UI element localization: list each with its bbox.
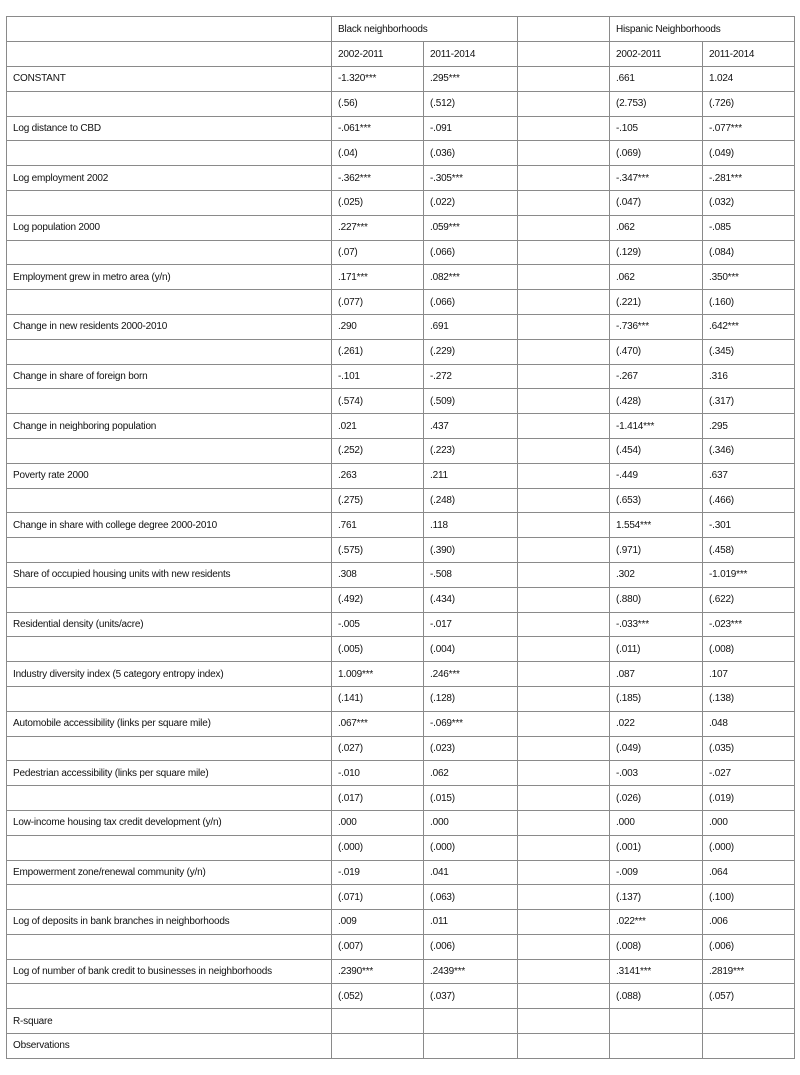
hispanic-2002-2011-cell: (.971) <box>610 538 703 563</box>
hispanic-2002-2011-cell: (.137) <box>610 885 703 910</box>
black-2002-2011-cell <box>332 1009 424 1034</box>
variable-label-cell: Change in share of foreign born <box>7 364 332 389</box>
variable-label-cell: Change in share with college degree 2000-2010 <box>7 513 332 538</box>
black-2002-2011-cell: (.141) <box>332 686 424 711</box>
black-2002-2011-cell: -.362*** <box>332 166 424 191</box>
hispanic-2002-2011-cell: (.008) <box>610 934 703 959</box>
variable-label-cell: Employment grew in metro area (y/n) <box>7 265 332 290</box>
spacer-cell <box>518 860 610 885</box>
hispanic-2002-2011-cell: .062 <box>610 265 703 290</box>
black-2002-2011-cell: (.492) <box>332 587 424 612</box>
hispanic-2011-2014-cell: (.000) <box>703 835 795 860</box>
black-2011-2014-cell: (.509) <box>424 389 518 414</box>
hispanic-2011-2014-cell: (.049) <box>703 141 795 166</box>
black-2011-2014-cell: (.223) <box>424 438 518 463</box>
black-2002-2011-cell: .227*** <box>332 215 424 240</box>
black-2011-2014-cell: (.006) <box>424 934 518 959</box>
spacer-cell <box>518 290 610 315</box>
black-2011-2014-cell: (.063) <box>424 885 518 910</box>
spacer-cell <box>518 959 610 984</box>
spacer-cell <box>518 835 610 860</box>
variable-label-cell <box>7 587 332 612</box>
variable-label-cell: Residential density (units/acre) <box>7 612 332 637</box>
spacer-cell <box>518 215 610 240</box>
hispanic-2011-2014-cell: .006 <box>703 910 795 935</box>
black-2011-2014-cell <box>424 1034 518 1059</box>
hispanic-2011-2014-cell: (.160) <box>703 290 795 315</box>
hispanic-2011-2014-cell: (.084) <box>703 240 795 265</box>
table-row <box>7 1009 795 1034</box>
black-2002-2011-cell: (.000) <box>332 835 424 860</box>
hispanic-2011-2014-cell: (.057) <box>703 984 795 1009</box>
hispanic-2011-2014-cell: (.458) <box>703 538 795 563</box>
hispanic-2002-2011-cell: .661 <box>610 67 703 92</box>
variable-label-cell: Automobile accessibility (links per square mile) <box>7 711 332 736</box>
table-row <box>7 959 795 984</box>
black-2011-2014-cell: .062 <box>424 761 518 786</box>
hispanic-2002-2011-cell: -.267 <box>610 364 703 389</box>
black-2011-2014-cell: (.000) <box>424 835 518 860</box>
table-row <box>7 562 795 587</box>
hispanic-2011-2014-cell: .642*** <box>703 314 795 339</box>
spacer-cell <box>518 736 610 761</box>
black-2002-2011-cell: .263 <box>332 463 424 488</box>
hispanic-2011-2014-cell: (.622) <box>703 587 795 612</box>
variable-label-cell <box>7 488 332 513</box>
variable-label-cell <box>7 91 332 116</box>
variable-label-cell <box>7 438 332 463</box>
variable-label-cell <box>7 389 332 414</box>
hispanic-2011-2014-cell: (.008) <box>703 637 795 662</box>
hispanic-2011-2014-cell: .295 <box>703 414 795 439</box>
variable-label-cell: Poverty rate 2000 <box>7 463 332 488</box>
hispanic-2011-2014-cell: -.281*** <box>703 166 795 191</box>
regression-table <box>6 16 795 1059</box>
black-2011-2014-cell: (.066) <box>424 290 518 315</box>
black-2011-2014-cell: (.229) <box>424 339 518 364</box>
black-2002-2011-cell: -.101 <box>332 364 424 389</box>
variable-label-cell: Log of deposits in bank branches in neighborhoods <box>7 910 332 935</box>
hispanic-2011-2014-cell: (.317) <box>703 389 795 414</box>
variable-label-cell <box>7 290 332 315</box>
spacer-cell <box>518 1034 610 1059</box>
spacer-cell <box>518 934 610 959</box>
spacer-cell <box>518 885 610 910</box>
spacer-cell <box>518 67 610 92</box>
black-2002-2011-cell: (.252) <box>332 438 424 463</box>
hispanic-2002-2011-cell: .087 <box>610 662 703 687</box>
hispanic-2002-2011-cell: (.069) <box>610 141 703 166</box>
black-2002-2011-cell: (.275) <box>332 488 424 513</box>
black-2002-2011-cell: .000 <box>332 810 424 835</box>
variable-label-cell: CONSTANT <box>7 67 332 92</box>
header-blank-cell <box>7 42 332 67</box>
table-row <box>7 835 795 860</box>
variable-label-cell: Observations <box>7 1034 332 1059</box>
hispanic-2011-2014-cell: (.100) <box>703 885 795 910</box>
variable-label-cell: Empowerment zone/renewal community (y/n) <box>7 860 332 885</box>
black-2002-2011-cell: (.005) <box>332 637 424 662</box>
black-2011-2014-cell: -.272 <box>424 364 518 389</box>
variable-label-cell <box>7 190 332 215</box>
black-neighborhoods-header: Black neighborhoods <box>332 17 518 42</box>
spacer-cell <box>518 314 610 339</box>
spacer-cell <box>518 166 610 191</box>
hispanic-2011-2014-cell: (.466) <box>703 488 795 513</box>
variable-label-cell: Log distance to CBD <box>7 116 332 141</box>
black-2011-2014-cell: (.037) <box>424 984 518 1009</box>
black-2011-2014-cell: .2439*** <box>424 959 518 984</box>
table-row <box>7 1034 795 1059</box>
table-row <box>7 240 795 265</box>
hispanic-2002-2011-cell: (.470) <box>610 339 703 364</box>
spacer-cell <box>518 562 610 587</box>
black-2002-2011-cell: 1.009*** <box>332 662 424 687</box>
black-2011-2014-cell: -.017 <box>424 612 518 637</box>
black-2011-2014-cell: (.434) <box>424 587 518 612</box>
table-row <box>7 686 795 711</box>
hispanic-2011-2014-cell: (.345) <box>703 339 795 364</box>
black-2002-2011-cell: (.027) <box>332 736 424 761</box>
black-2011-2014-cell: (.066) <box>424 240 518 265</box>
hispanic-2011-2014-cell: (.032) <box>703 190 795 215</box>
black-2011-2014-cell <box>424 1009 518 1034</box>
variable-label-cell: Log of number of bank credit to businesses in neighborhoods <box>7 959 332 984</box>
hispanic-2002-2011-cell: (.026) <box>610 786 703 811</box>
table-row <box>7 389 795 414</box>
hispanic-2002-2011-cell: (.454) <box>610 438 703 463</box>
black-2002-2011-cell: .290 <box>332 314 424 339</box>
black-2002-2011-cell: .761 <box>332 513 424 538</box>
hispanic-2011-2014-cell: .2819*** <box>703 959 795 984</box>
table-row <box>7 414 795 439</box>
table-row <box>7 314 795 339</box>
black-2002-2011-cell: .021 <box>332 414 424 439</box>
variable-label-cell <box>7 736 332 761</box>
spacer-cell <box>518 910 610 935</box>
hispanic-neighborhoods-header: Hispanic Neighborhoods <box>610 17 795 42</box>
hispanic-2002-2011-cell: 1.554*** <box>610 513 703 538</box>
spacer-cell <box>518 711 610 736</box>
hispanic-2002-2011-cell: -1.414*** <box>610 414 703 439</box>
table-row <box>7 513 795 538</box>
table-row <box>7 166 795 191</box>
black-2011-2014-cell: .041 <box>424 860 518 885</box>
hispanic-2002-2011-cell: -.449 <box>610 463 703 488</box>
table-row <box>7 934 795 959</box>
hispanic-2002-2011-cell: (.428) <box>610 389 703 414</box>
hispanic-2002-2011-cell: (.011) <box>610 637 703 662</box>
spacer-cell <box>518 339 610 364</box>
variable-label-cell: Industry diversity index (5 category entropy index) <box>7 662 332 687</box>
variable-label-cell <box>7 885 332 910</box>
black-2002-2011-cell: (.007) <box>332 934 424 959</box>
hispanic-2011-2014-cell <box>703 1034 795 1059</box>
hispanic-2002-2011-cell: (.653) <box>610 488 703 513</box>
table-row <box>7 364 795 389</box>
black-2002-2011-cell: -1.320*** <box>332 67 424 92</box>
spacer-cell <box>518 414 610 439</box>
hispanic-2002-2011-cell: .022*** <box>610 910 703 935</box>
regression-table-container <box>6 16 795 1059</box>
table-row <box>7 463 795 488</box>
hispanic-2011-2014-cell: -.085 <box>703 215 795 240</box>
black-2002-2011-cell: .308 <box>332 562 424 587</box>
hispanic-2011-2014-cell: .316 <box>703 364 795 389</box>
variable-label-cell <box>7 786 332 811</box>
black-2011-2014-cell: -.069*** <box>424 711 518 736</box>
hispanic-2011-2014-cell <box>703 1009 795 1034</box>
header-spacer-cell <box>518 42 610 67</box>
spacer-cell <box>518 389 610 414</box>
table-row <box>7 190 795 215</box>
table-row <box>7 215 795 240</box>
hispanic-2002-2011-cell: (.221) <box>610 290 703 315</box>
table-row <box>7 736 795 761</box>
hispanic-2011-2014-cell: .048 <box>703 711 795 736</box>
hispanic-2002-2011-cell: (.088) <box>610 984 703 1009</box>
black-2011-2014-cell: (.004) <box>424 637 518 662</box>
hispanic-2011-2014-cell: -.077*** <box>703 116 795 141</box>
spacer-cell <box>518 190 610 215</box>
variable-label-cell: Share of occupied housing units with new residents <box>7 562 332 587</box>
hispanic-2011-2014-cell: -.301 <box>703 513 795 538</box>
black-2011-2014-cell: (.022) <box>424 190 518 215</box>
spacer-cell <box>518 488 610 513</box>
hispanic-2011-2014-cell: .107 <box>703 662 795 687</box>
black-2011-2014-cell: .211 <box>424 463 518 488</box>
table-row <box>7 711 795 736</box>
black-period-2-header: 2011-2014 <box>424 42 518 67</box>
hispanic-2011-2014-cell: (.346) <box>703 438 795 463</box>
hispanic-2002-2011-cell: .3141*** <box>610 959 703 984</box>
hispanic-2011-2014-cell: .637 <box>703 463 795 488</box>
hispanic-period-1-header: 2002-2011 <box>610 42 703 67</box>
hispanic-2002-2011-cell: .022 <box>610 711 703 736</box>
header-spacer-cell <box>518 17 610 42</box>
hispanic-2002-2011-cell: (.185) <box>610 686 703 711</box>
spacer-cell <box>518 265 610 290</box>
hispanic-2011-2014-cell: .000 <box>703 810 795 835</box>
hispanic-2002-2011-cell: -.033*** <box>610 612 703 637</box>
spacer-cell <box>518 761 610 786</box>
black-2011-2014-cell: (.015) <box>424 786 518 811</box>
spacer-cell <box>518 364 610 389</box>
black-2011-2014-cell: (.036) <box>424 141 518 166</box>
black-period-1-header: 2002-2011 <box>332 42 424 67</box>
variable-label-cell: Log employment 2002 <box>7 166 332 191</box>
variable-label-cell <box>7 538 332 563</box>
table-row <box>7 910 795 935</box>
hispanic-2011-2014-cell: .350*** <box>703 265 795 290</box>
table-row <box>7 290 795 315</box>
variable-label-cell <box>7 934 332 959</box>
hispanic-2002-2011-cell: (.047) <box>610 190 703 215</box>
hispanic-2002-2011-cell: (.129) <box>610 240 703 265</box>
variable-label-cell <box>7 240 332 265</box>
spacer-cell <box>518 1009 610 1034</box>
table-row <box>7 885 795 910</box>
table-row <box>7 810 795 835</box>
hispanic-2002-2011-cell: .062 <box>610 215 703 240</box>
hispanic-2002-2011-cell: -.105 <box>610 116 703 141</box>
spacer-cell <box>518 513 610 538</box>
hispanic-2011-2014-cell: (.726) <box>703 91 795 116</box>
variable-label-cell <box>7 686 332 711</box>
variable-label-cell <box>7 339 332 364</box>
spacer-cell <box>518 984 610 1009</box>
table-row <box>7 91 795 116</box>
spacer-cell <box>518 786 610 811</box>
table-row <box>7 339 795 364</box>
spacer-cell <box>518 810 610 835</box>
black-2011-2014-cell: .082*** <box>424 265 518 290</box>
black-2011-2014-cell: .118 <box>424 513 518 538</box>
table-row <box>7 612 795 637</box>
black-2011-2014-cell: .437 <box>424 414 518 439</box>
hispanic-2011-2014-cell: (.019) <box>703 786 795 811</box>
variable-label-cell <box>7 984 332 1009</box>
black-2002-2011-cell: (.04) <box>332 141 424 166</box>
black-2002-2011-cell: (.025) <box>332 190 424 215</box>
black-2002-2011-cell: (.07) <box>332 240 424 265</box>
hispanic-2011-2014-cell: (.035) <box>703 736 795 761</box>
spacer-cell <box>518 141 610 166</box>
hispanic-2011-2014-cell: 1.024 <box>703 67 795 92</box>
hispanic-2002-2011-cell: (.049) <box>610 736 703 761</box>
table-row <box>7 538 795 563</box>
variable-label-cell: Log population 2000 <box>7 215 332 240</box>
table-row <box>7 587 795 612</box>
black-2011-2014-cell: .000 <box>424 810 518 835</box>
black-2002-2011-cell: (.261) <box>332 339 424 364</box>
black-2002-2011-cell: (.56) <box>332 91 424 116</box>
hispanic-period-2-header: 2011-2014 <box>703 42 795 67</box>
black-2011-2014-cell: -.091 <box>424 116 518 141</box>
hispanic-2002-2011-cell: .302 <box>610 562 703 587</box>
black-2011-2014-cell: .295*** <box>424 67 518 92</box>
black-2011-2014-cell: (.390) <box>424 538 518 563</box>
spacer-cell <box>518 91 610 116</box>
spacer-cell <box>518 612 610 637</box>
black-2002-2011-cell: -.010 <box>332 761 424 786</box>
hispanic-2002-2011-cell <box>610 1034 703 1059</box>
table-row <box>7 488 795 513</box>
table-row <box>7 637 795 662</box>
variable-label-cell: Change in neighboring population <box>7 414 332 439</box>
table-row <box>7 984 795 1009</box>
hispanic-2002-2011-cell <box>610 1009 703 1034</box>
variable-label-cell: Change in new residents 2000-2010 <box>7 314 332 339</box>
black-2002-2011-cell: -.005 <box>332 612 424 637</box>
black-2002-2011-cell: -.019 <box>332 860 424 885</box>
black-2011-2014-cell: (.248) <box>424 488 518 513</box>
hispanic-2002-2011-cell: (.880) <box>610 587 703 612</box>
table-row <box>7 116 795 141</box>
table-row <box>7 141 795 166</box>
black-2011-2014-cell: .246*** <box>424 662 518 687</box>
variable-label-cell <box>7 835 332 860</box>
hispanic-2011-2014-cell: (.138) <box>703 686 795 711</box>
spacer-cell <box>518 116 610 141</box>
black-2002-2011-cell: (.575) <box>332 538 424 563</box>
black-2002-2011-cell: (.574) <box>332 389 424 414</box>
hispanic-2002-2011-cell: .000 <box>610 810 703 835</box>
black-2002-2011-cell: .009 <box>332 910 424 935</box>
spacer-cell <box>518 637 610 662</box>
hispanic-2002-2011-cell: (2.753) <box>610 91 703 116</box>
period-header-row <box>7 42 795 67</box>
black-2011-2014-cell: -.508 <box>424 562 518 587</box>
black-2011-2014-cell: (.512) <box>424 91 518 116</box>
spacer-cell <box>518 587 610 612</box>
spacer-cell <box>518 686 610 711</box>
hispanic-2002-2011-cell: -.009 <box>610 860 703 885</box>
hispanic-2002-2011-cell: -.347*** <box>610 166 703 191</box>
black-2002-2011-cell: .067*** <box>332 711 424 736</box>
black-2002-2011-cell: .2390*** <box>332 959 424 984</box>
black-2011-2014-cell: .011 <box>424 910 518 935</box>
hispanic-2011-2014-cell: (.006) <box>703 934 795 959</box>
variable-label-cell <box>7 141 332 166</box>
variable-label-cell <box>7 637 332 662</box>
black-2011-2014-cell: (.128) <box>424 686 518 711</box>
table-row <box>7 860 795 885</box>
black-2002-2011-cell: (.077) <box>332 290 424 315</box>
hispanic-2002-2011-cell: -.003 <box>610 761 703 786</box>
black-2011-2014-cell: .691 <box>424 314 518 339</box>
hispanic-2002-2011-cell: (.001) <box>610 835 703 860</box>
hispanic-2011-2014-cell: -1.019*** <box>703 562 795 587</box>
table-row <box>7 761 795 786</box>
table-row <box>7 662 795 687</box>
black-2002-2011-cell: -.061*** <box>332 116 424 141</box>
black-2011-2014-cell: .059*** <box>424 215 518 240</box>
table-row <box>7 438 795 463</box>
hispanic-2011-2014-cell: -.023*** <box>703 612 795 637</box>
black-2002-2011-cell: (.071) <box>332 885 424 910</box>
variable-label-cell: Low-income housing tax credit development (y/n) <box>7 810 332 835</box>
header-blank-cell <box>7 17 332 42</box>
hispanic-2011-2014-cell: -.027 <box>703 761 795 786</box>
spacer-cell <box>518 662 610 687</box>
hispanic-2011-2014-cell: .064 <box>703 860 795 885</box>
spacer-cell <box>518 538 610 563</box>
black-2002-2011-cell <box>332 1034 424 1059</box>
black-2011-2014-cell: (.023) <box>424 736 518 761</box>
variable-label-cell: Pedestrian accessibility (links per square mile) <box>7 761 332 786</box>
black-2011-2014-cell: -.305*** <box>424 166 518 191</box>
spacer-cell <box>518 240 610 265</box>
spacer-cell <box>518 463 610 488</box>
black-2002-2011-cell: (.052) <box>332 984 424 1009</box>
black-2002-2011-cell: .171*** <box>332 265 424 290</box>
table-row <box>7 786 795 811</box>
variable-label-cell: R-square <box>7 1009 332 1034</box>
table-row <box>7 67 795 92</box>
black-2002-2011-cell: (.017) <box>332 786 424 811</box>
hispanic-2002-2011-cell: -.736*** <box>610 314 703 339</box>
spacer-cell <box>518 438 610 463</box>
table-row <box>7 265 795 290</box>
group-header-row <box>7 17 795 42</box>
